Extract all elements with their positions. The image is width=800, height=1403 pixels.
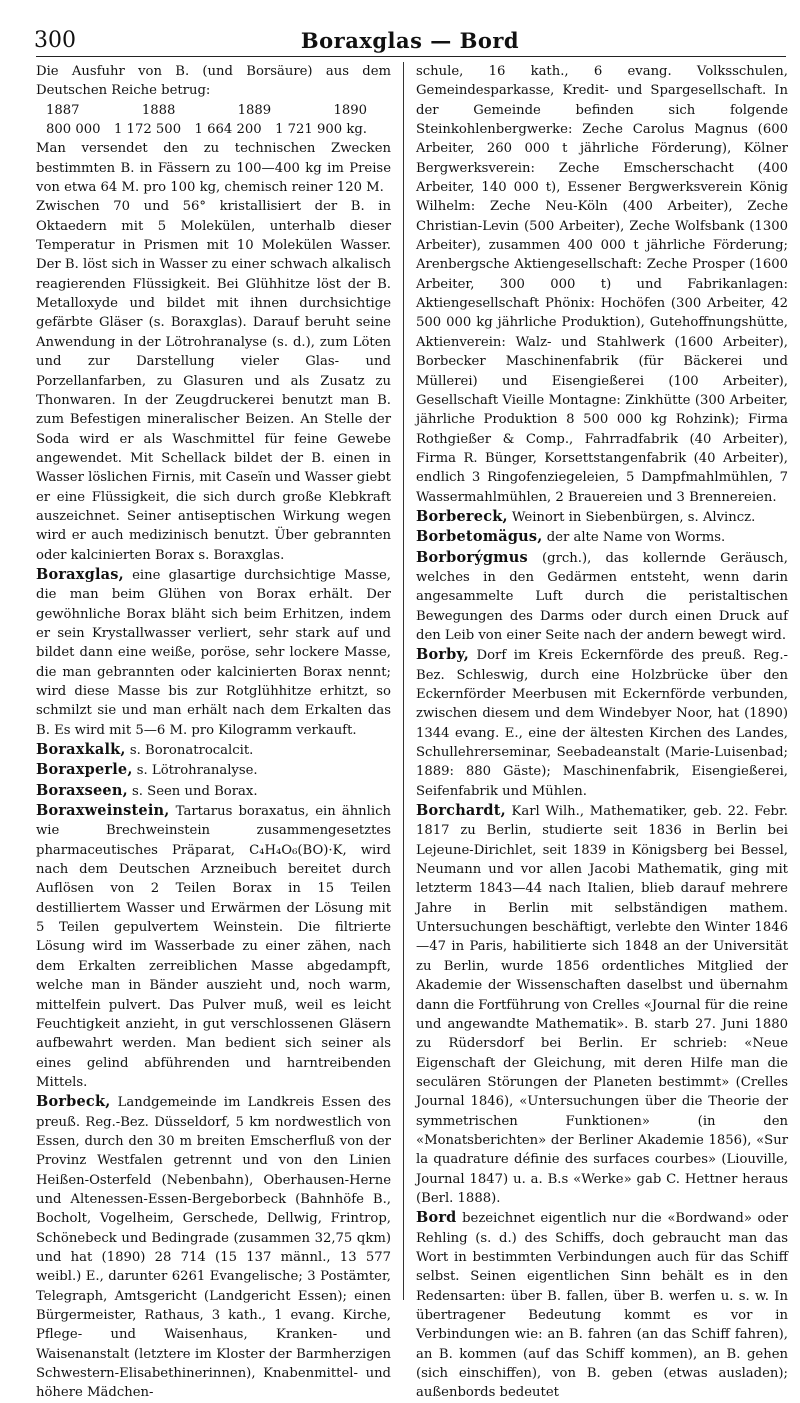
entry-boraxperle: [36, 760, 391, 780]
entry-text: Dorf im Kreis Eckernförde des preuß. Reg.-Bez. Schleswig, durch eine Holzbrücke über den Eckernförder Meerbusen mit Eckernförde verbunden, zwischen diesem und dem Windebyer Noor, hat (1890) 1344 evang. E., eine der ältesten Kirchen des Landes, Schullehrerseminar, Seebadeanstalt (Marie-Luisenbad; 1889: 880 Gäste); Maschinenfabrik, Eisengießerei, Seifenfabrik und Mühlen.: [416, 648, 788, 799]
entry-text: eine glasartige durchsichtige Masse, die man beim Glühen von Borax erhält. Der gewöhnliche Borax bläht sich beim Erhitzen, indem er sein Krystallwasser verliert, sehr stark auf und bildet dann eine weiße, poröse, sehr lockere Masse, die man gebrannten oder kalcinierten Borax nennt; wird diese Masse bis zur Rotglühhitze erhitzt, so schmilzt sie und man erhält nach dem Erkalten das B. Es wird mit 5—6 M. pro Kilogramm verkauft.: [36, 567, 391, 738]
value-cell: 1 172 500: [113, 122, 182, 138]
entry-text: (grch.), das kollernde Geräusch, welches in den Gedärmen entsteht, wenn darin angesammelte Luft durch die peristaltischen Bewegungen des Darms oder durch einen Druck auf den Leib von einer Seite nach der andern bewegt wird.: [416, 550, 788, 643]
entry-text: s. Boronatrocalcit.: [125, 743, 254, 759]
page-number: 300: [34, 28, 76, 53]
left-column: [36, 62, 391, 1403]
column-divider: [403, 62, 404, 1300]
value-cell: 800 000: [46, 122, 101, 138]
export-values-row: [36, 120, 391, 139]
entry-text: Landgemeinde im Landkreis Essen des preuß. Reg.-Bez. Düsseldorf, 5 km nordwestlich von Essen, durch den 30 m breiten Emscherfluß von der Provinz Westfalen getrennt und von den Linien Heißen-Osterfeld (Nebenbahn), Oberhausen-Herne und Altenessen-Essen-Bergeborbeck (Bahnhöfe B., Bocholt, Vogelheim, Gerschede, Dellwig, Frintrop, Schönebeck und Bedingrade (zusammen 32,75 qkm) und hat (1890) 28 714 (15 137 männl., 13 577 weibl.) E., darunter 6261 Evangelische; 3 Postämter, Telegraph, Amtsgericht (Landgericht Essen); einen Bürgermeister, Rathaus, 3 kath., 1 evang. Kirche, Pflege- und Waisenhaus, Kranken- und Waisenanstalt (letztere im Kloster der Barmherzigen Schwestern-Elisabethinerinnen), Knabenmittel- und höhere Mädchen-: [36, 1095, 391, 1401]
entry-text: Karl Wilh., Mathematiker, geb. 22. Febr. 1817 zu Berlin, studierte seit 1836 in Berlin bei Lejeune-Dirichlet, seit 1839 in Königsberg bei Bessel, Neumann und vor allen Jacobi Mathematik, ging mit letzterm 1843—44 nach Italien, blieb darauf mehrere Jahre in Berlin mit selbständigen mathem. Untersuchungen beschäftigt, verlebte den Winter 1846—47 in Paris, habilitierte sich 1848 an der Universität zu Berlin, wurde 1856 ordentliches Mitglied der Akademie der Wissenschaften daselbst und übernahm dann die Fortführung von Crelles «Journal für die reine und angewandte Mathematik». B. starb 27. Juni 1880 zu Rüdersdorf bei Berlin. Er schrieb: «Neue Eigenschaft der Gleichung, mit deren Hilfe man die seculären Störungen der Planeten bestimmt» (Crelles Journal 1846), «Untersuchungen über die Theorie der symmetrischen Funktionen» (in den «Monatsberichten» der Berliner Akademie 1856), «Sur la quadrature définie des surfaces courbes» (Liouville, Journal 1847) u. a. B.s «Werke» gab C. Hettner heraus (Berl. 1888).: [416, 804, 788, 1206]
entry-text: bezeichnet eigentlich nur die «Bordwand» oder Rehling (s. d.) des Schiffs, doch gebraucht man das Wort in bestimmten Verbindungen auch für das Schiff selbst. Seinen eigentlichen Sinn behält es in den Redensarten: über B. fallen, über B. werfen u. s. w. In übertragener Bedeutung kommt es vor in Verbindungen wie: an B. fahren (an das Schiff fahren), an B. kommen (auf das Schiff kommen), an B. gehen (sich einschiffen), von B. geben (etwas ausladen); außenbords bedeutet: [416, 1211, 788, 1401]
year-cell: 1888: [141, 102, 176, 118]
entry-bord: [416, 1208, 788, 1402]
export-years-row: [36, 101, 391, 120]
entry-keyword: Boraxglas,: [36, 565, 124, 583]
entry-borchardt: [416, 801, 788, 1208]
entry-text: Weinort in Siebenbürgen, s. Alvincz.: [507, 509, 756, 525]
value-cell: 1 721 900 kg.: [275, 122, 367, 138]
right-column: [416, 62, 788, 1403]
entry-keyword: Borbereck,: [416, 507, 508, 525]
entry-borbetomagus: [416, 527, 788, 547]
entry-text: s. Seen und Borax.: [127, 783, 258, 799]
entry-text: s. Lötrohranalyse.: [132, 763, 258, 779]
year-cell: 1887: [46, 102, 80, 118]
entry-keyword: Boraxperle,: [36, 761, 133, 779]
entry-borborygmus: [416, 548, 788, 646]
entry-boraxglas: [36, 565, 391, 740]
entry-keyword: Boraxseen,: [36, 781, 128, 799]
paragraph: Zwischen 70 und 56° kristallisiert der B. in Oktaedern mit 5 Molekülen, unterhalb dieser Temperatur in Prismen mit 10 Molekülen Wasser. Der B. löst sich in Wasser zu einer schwach alkalisch reagierenden Flüssigkeit. Bei Glühhitze löst der B. Metalloxyde und bildet mit ihnen durchsichtige gefärbte Gläser (s. Boraxglas). Darauf beruht seine Anwendung in der Lötrohranalyse (s. d.), zum Löten und zur Darstellung vieler Glas- und Porzellanfarben, zu Glasuren und als Zusatz zu Thonwaren. In der Zeugdruckerei benutzt man B. zum Befestigen mineralischer Beizen. An Stelle der Soda wird er als Waschmittel für feine Gewebe angewendet. Mit Schellack bildet der B. einen in Wasser löslichen Firnis, mit Caseïn und Wasser giebt er eine Flüssigkeit, die sich durch große Klebkraft auszeichnet. Seiner antiseptischen Wirkung wegen wird er auch medizinisch benutzt. Über gebrannten oder kalcinierten Borax s. Boraxglas.: [36, 199, 391, 563]
entry-borby: [416, 645, 788, 801]
paragraph: Die Ausfuhr von B. (und Borsäure) aus dem Deutschen Reiche betrug:: [36, 64, 391, 99]
entry-borbereck: [416, 507, 788, 527]
entry-boraxweinstein: [36, 801, 391, 1092]
entry-keyword: Borchardt,: [416, 802, 506, 820]
entry-borbeck: [36, 1092, 391, 1403]
paragraph: schule, 16 kath., 6 evang. Volksschulen, Gemeindesparkasse, Kredit- und Spargesellschaft. In der Gemeinde befinden sich folgende Steinkohlenbergwerke: Zeche Carolus Magnus (600 Arbeiter, 260 000 t jährliche Förderung), Kölner Bergwerksverein: Zeche Emscherschacht (400 Arbeiter, 140 000 t), Essener Bergwerksverein König Wilhelm: Zeche Neu-Köln (400 Arbeiter), Zeche Christian-Levin (500 Arbeiter), Zeche Wolfsbank (1300 Arbeiter), zusammen 400 000 t jährliche Förderung; Arenbergsche Aktiengesellschaft: Zeche Prosper (1600 Arbeiter, 300 000 t) und Fabrikanlagen: Aktiengesellschaft Phönix: Hochöfen (300 Arbeiter, 42 500 000 kg jährliche Produktion), Gutehoffnungshütte, Aktienverein: Walz- und Stahlwerk (1600 Arbeiter), Borbecker Maschinenfabrik (für Bäckerei und Müllerei) und Eisengießerei (100 Arbeiter), Gesellschaft Vieille Montagne: Zinkhütte (300 Arbeiter, jährliche Produktion 8 500 000 kg Rohzink); Firma Rothgießer & Comp., Fahrradfabrik (40 Arbeiter), Firma R. Bünger, Korsettstangenfabrik (40 Arbeiter), endlich 3 Ringofenziegeleien, 5 Dampfmahlmühlen, 7 Wassermahlmühlen, 2 Brauereien und 3 Brennereien.: [416, 64, 788, 505]
entry-keyword: Bord: [416, 1209, 457, 1227]
entry-boraxkalk: [36, 740, 391, 760]
year-cell: 1889: [237, 102, 272, 118]
entry-keyword: Borbeck,: [36, 1093, 111, 1111]
paragraph: Man versendet den zu technischen Zwecken bestimmten B. in Fässern zu 100—400 kg im Preise von etwa 64 M. pro 100 kg, chemisch reiner 120 M.: [36, 141, 391, 196]
year-cell: 1890: [333, 102, 367, 118]
entry-boraxseen: [36, 781, 391, 801]
value-cell: 1 664 200: [194, 122, 262, 138]
entry-keyword: Boraxweinstein,: [36, 802, 170, 820]
entry-text: der alte Name von Worms.: [542, 530, 726, 546]
page-header: [34, 22, 786, 54]
header-rule: [36, 56, 786, 57]
entry-keyword: Borbetomägus,: [416, 528, 543, 546]
entry-text: Tartarus boraxatus, ein ähnlich wie Brechweinstein zusammengesetztes pharmaceutisches Präparat, C₄H₄O₆(BO)·K, wird nach dem Deutschen Arzneibuch bereitet durch Auflösen von 2 Teilen Borax in 15 Teilen destilliertem Wasser und Erwärmen der Lösung mit 5 Teilen gepulvertem Weinstein. Die filtrierte Lösung wird im Wasserbade zu einer zähen, nach dem Erkalten zerreiblichen Masse abgedampft, welche man in Bänder auszieht und, noch warm, mittelfein pulvert. Das Pulver muß, weil es leicht Feuchtigkeit anzieht, in gut verschlossenen Gläsern aufbewahrt werden. Man bedient sich seiner als eines gelind abführenden und harntreibenden Mittels.: [36, 804, 391, 1090]
entry-keyword: Boraxkalk,: [36, 741, 126, 759]
export-table: [36, 101, 391, 140]
entry-keyword: Borborýgmus: [416, 548, 528, 566]
running-head: Boraxglas — Bord: [300, 28, 520, 53]
entry-keyword: Borby,: [416, 646, 469, 664]
